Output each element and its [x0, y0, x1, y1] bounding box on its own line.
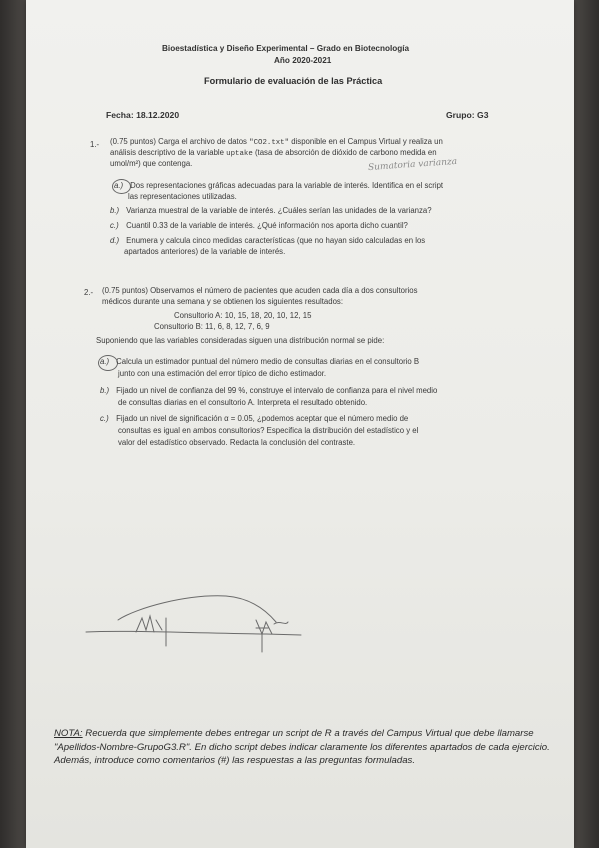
q2-b-text: Fijado un nivel de confianza del 99 %, construye el intervalo de confianza para el nivel medio [116, 386, 438, 395]
group-label: Grupo: G3 [446, 110, 489, 120]
q2-item-b [100, 386, 437, 396]
q1-line2-b: (tasa de absorción de dióxido de carbono medida en [254, 148, 437, 157]
q1-item-d [110, 236, 425, 246]
q1-intro-a: (0.75 puntos) Carga el archivo de datos [110, 137, 247, 146]
q2-b-text-cont: de consultas diarias en el consultorio A. Interpreta el resultado obtenido. [118, 398, 368, 407]
q2-c-text: Fijado un nivel de significación α = 0.05, ¿podemos aceptar que el número medio de [116, 414, 409, 423]
q2-a-text: Calcula un estimador puntual del número medio de consultas diarias en el consultorio B [116, 357, 420, 366]
q1-b-text: Varianza muestral de la variable de interés. ¿Cuáles serían las unidades de la varianza? [126, 206, 432, 215]
q2-c-text-cont2: valor del estadístico observado. Redacta la conclusión del contraste. [118, 438, 356, 447]
q1-item-a [114, 181, 443, 191]
q2-b-marker: b.) [100, 386, 110, 395]
q2-a-text-cont: junto con una estimación del error típico de dicho estimador. [118, 369, 327, 378]
q2-a-marker: a.) [100, 357, 110, 366]
consultorio-b-data: Consultorio B: 11, 6, 8, 12, 7, 6, 9 [154, 322, 270, 331]
course-title: Bioestadística y Diseño Experimental – Grado en Biotecnología [162, 44, 410, 53]
q1-a-text: Dos representaciones gráficas adecuadas para la variable de interés. Identifica en el script [130, 181, 444, 190]
q1-d-marker: d.) [110, 236, 120, 245]
q1-item-c [110, 221, 408, 231]
nota-label: NOTA: [54, 728, 83, 739]
q1-filename: "CO2.txt" [249, 139, 290, 147]
q2-c-marker: c.) [100, 414, 109, 423]
q2-c-text-cont1: consultas es igual en ambos consultorios? Especifica la distribución del estadístico y el [118, 426, 419, 435]
q1-line2-a: análisis descriptivo de la variable [110, 148, 224, 157]
q1-intro-b: disponible en el Campus Virtual y realiza un [291, 137, 443, 146]
nota-block [54, 727, 566, 768]
q1-b-marker: b.) [110, 206, 120, 215]
handwritten-pencil-note: Sumatoria varianza [367, 156, 458, 174]
q2-item-a [100, 357, 419, 367]
q2-intro-line2: médicos durante una semana y se obtienen los siguientes resultados: [102, 297, 343, 306]
q1-item-b [110, 206, 432, 216]
q1-d-text: Enumera y calcula cinco medidas características (que no hayan sido calculadas en los [126, 236, 426, 245]
q1-intro-line1 [110, 137, 443, 148]
q1-a-marker: a.) [114, 181, 124, 190]
q1-variable: uptake [226, 150, 253, 158]
q1-a-text-cont: las representaciones utilizadas. [128, 192, 237, 201]
q1-d-text-cont: apartados anteriores) de la variable de interés. [124, 247, 286, 256]
q2-assumption: Suponiendo que las variables consideradas siguen una distribución normal se pide: [96, 336, 385, 345]
q2-intro-line1: (0.75 puntos) Observamos el número de pacientes que acuden cada día a dos consultorios [102, 286, 418, 295]
exam-date: Fecha: 18.12.2020 [106, 110, 180, 120]
q2-item-c [100, 414, 408, 424]
academic-year: Año 2020-2021 [274, 56, 332, 65]
pencil-signature [66, 590, 306, 660]
consultorio-a-data: Consultorio A: 10, 15, 18, 20, 10, 12, 15 [174, 311, 312, 320]
q1-intro-line3: umol/m²) que contenga. [110, 159, 193, 168]
q1-c-marker: c.) [110, 221, 119, 230]
exam-sheet [26, 0, 574, 848]
q1-intro-line2 [110, 148, 437, 159]
q1-c-text: Cuantil 0.33 de la variable de interés. ¿Qué información nos aporta dicho cuantil? [126, 221, 408, 230]
form-title: Formulario de evaluación de las Práctica [204, 76, 383, 86]
q1-number: 1.- [90, 140, 100, 149]
nota-text: Recuerda que simplemente debes entregar un script de R a través del Campus Virtual que debe llamarse "Apellidos-Nombre-GrupoG3.R". En dicho script debes indicar claramente los diferentes apartados de cada ejercicio. Además, introduce como comentarios (#) las respuestas a las preguntas formuladas. [54, 728, 550, 767]
q2-number: 2.- [84, 288, 94, 297]
